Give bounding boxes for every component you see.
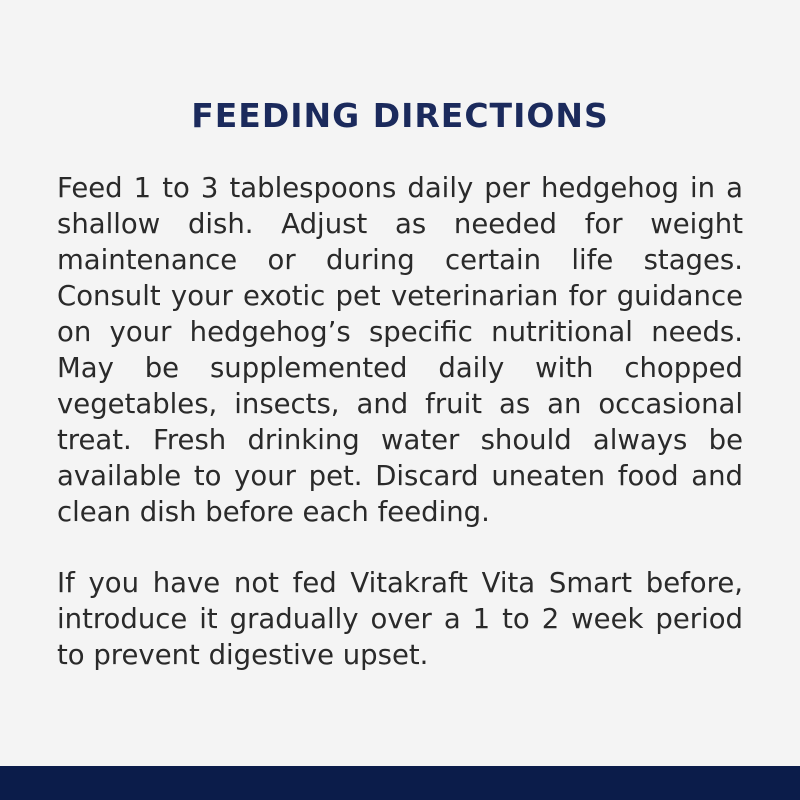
footer-band: [0, 766, 800, 800]
feeding-instructions-paragraph: Feed 1 to 3 tablespoons daily per hedgehog in a shallow dish. Adjust as needed for weight maintenance or during certain life stages. Consult your exotic pet veterinarian for guidance on your hedgehog’s specific nutritional needs. May be supplemented daily with chopped vegetables, insects, and fruit as an occasional treat. Fresh drinking water should always be available to your pet. Discard uneaten food and clean dish before each feeding.: [57, 172, 743, 528]
page-title: FEEDING DIRECTIONS: [191, 96, 609, 135]
transition-instructions-paragraph: If you have not fed Vitakraft Vita Smart before, introduce it gradually over a 1 to 2 week period to prevent digestive upset.: [57, 567, 743, 671]
